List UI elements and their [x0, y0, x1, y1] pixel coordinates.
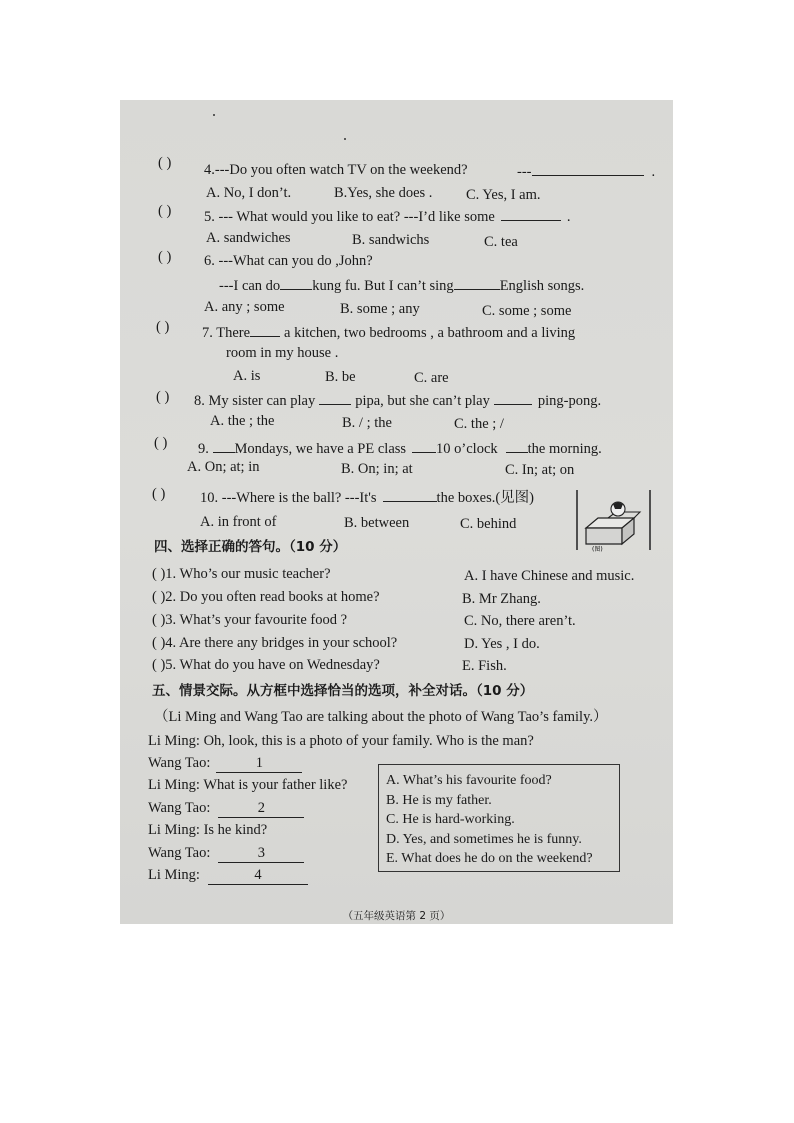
- q7-option-a: A. is: [233, 368, 261, 384]
- q8-option-a: A. the ; the: [210, 413, 275, 429]
- q8-part-c: ping-pong.: [537, 393, 602, 409]
- s4-question-3: ( )3. What’s your favourite food ?: [152, 612, 348, 628]
- dialogue-line-3: Li Ming: Is he kind?: [148, 822, 268, 838]
- q6-paren: ( ): [158, 249, 172, 265]
- q6-part-b: kung fu. But I can’t sing: [312, 278, 454, 294]
- q6-option-a: A. any ; some: [204, 299, 285, 315]
- q8-part-a: 8. My sister can play: [194, 393, 316, 409]
- q6-part-a: ---I can do: [219, 278, 281, 294]
- q6-part-c: English songs.: [499, 278, 585, 294]
- dialogue-wang-tao-3: [148, 844, 304, 863]
- q8-option-b: B. / ; the: [342, 415, 392, 431]
- s4-question-5: ( )5. What do you have on Wednesday?: [152, 657, 380, 673]
- speck: [213, 114, 215, 116]
- dialogue-line-4: [148, 866, 308, 885]
- s4-question-4: ( )4. Are there any bridges in your school?: [152, 635, 398, 651]
- dialogue-line-2: Li Ming: What is your father like?: [148, 777, 348, 793]
- q10-option-a: A. in front of: [200, 514, 277, 530]
- q6-line2: [219, 275, 584, 295]
- q10-paren: ( ): [152, 486, 166, 502]
- q7-line1: [202, 322, 575, 342]
- q9-option-c: C. In; at; on: [505, 462, 575, 478]
- s4-answer-e: E. Fish.: [462, 658, 507, 674]
- q4-option-a: A. No, I don’t.: [206, 185, 292, 201]
- s4-question-1: ( )1. Who’s our music teacher?: [152, 566, 331, 582]
- q8-blank-1: [319, 390, 351, 405]
- speck: [344, 138, 346, 140]
- dialogue-wang-tao-2: [148, 799, 304, 818]
- answer-blank-1: 1: [216, 754, 302, 773]
- q9-line: [198, 438, 602, 458]
- speaker-label: Li Ming:: [148, 867, 200, 883]
- q7-part-a: 7. There: [202, 325, 251, 341]
- box-and-ball-figure: [574, 488, 654, 554]
- q10-blank: [383, 487, 437, 502]
- q8-option-c: C. the ; /: [454, 416, 504, 432]
- q7-paren: ( ): [156, 319, 170, 335]
- answer-blank-4: 4: [208, 866, 308, 885]
- q10-part-a: 10. ---Where is the ball? ---It's: [200, 490, 377, 506]
- answer-blank-2: 2: [218, 799, 304, 818]
- q8-part-b: pipa, but she can’t play: [355, 393, 490, 409]
- options-box: [378, 764, 620, 872]
- q9-blank-1: [213, 438, 235, 453]
- section-4-heading: 四、选择正确的答句。（10 分）: [154, 539, 347, 555]
- q4-answer-line: [517, 161, 655, 181]
- q4-dash: ---: [517, 164, 532, 180]
- page-footer: （五年级英语第 2 页）: [342, 910, 451, 922]
- answer-blank-3: 3: [218, 844, 304, 863]
- q4-blank: [532, 161, 644, 176]
- q8-line: [194, 390, 601, 410]
- s4-answer-b: B. Mr Zhang.: [462, 591, 541, 607]
- q6-blank-2: [454, 275, 500, 290]
- q9-part-a: 9.: [198, 441, 213, 457]
- q5-option-c: C. tea: [484, 234, 518, 250]
- dialogue-line-1: Li Ming: Oh, look, this is a photo of your family. Who is the man?: [148, 733, 534, 749]
- q7-part-b: a kitchen, two bedrooms , a bathroom and a living: [284, 325, 576, 341]
- speaker-label: Wang Tao:: [148, 800, 211, 816]
- section-5-heading: 五、情景交际。从方框中选择恰当的选项，补全对话。（10 分）: [152, 683, 534, 699]
- box-option-e: E. What does he do on the weekend?: [386, 851, 593, 867]
- q10-line: [200, 487, 534, 507]
- q9-option-a: A. On; at; in: [187, 459, 260, 475]
- q4-period: .: [651, 164, 656, 180]
- s4-answer-a: A. I have Chinese and music.: [464, 568, 635, 584]
- q9-part-c: 10 o’clock: [436, 441, 498, 457]
- s4-answer-c: C. No, there aren’t.: [464, 613, 576, 629]
- q9-part-b: Mondays, we have a PE class: [234, 441, 407, 457]
- q8-paren: ( ): [156, 389, 170, 405]
- q4-text: 4.---Do you often watch TV on the weekend?: [204, 162, 468, 178]
- q10-option-c: C. behind: [460, 516, 517, 532]
- box-option-a: A. What’s his favourite food?: [386, 773, 552, 788]
- s4-question-2: ( )2. Do you often read books at home?: [152, 589, 380, 605]
- exam-page: [120, 100, 673, 924]
- q5-blank: [501, 206, 561, 221]
- box-option-b: B. He is my father.: [386, 792, 492, 808]
- q6-option-c: C. some ; some: [482, 303, 572, 319]
- box-option-d: D. Yes, and sometimes he is funny.: [386, 831, 582, 847]
- q8-blank-2: [494, 390, 532, 405]
- q7-option-c: C. are: [414, 370, 449, 386]
- q10-part-b: the boxes.(见图): [436, 490, 534, 506]
- q4-option-b: B.Yes, she does .: [334, 185, 433, 201]
- q4-paren: ( ): [158, 155, 172, 171]
- q7-blank: [250, 322, 280, 337]
- q7-option-b: B. be: [325, 369, 356, 385]
- speaker-label: Wang Tao:: [148, 755, 211, 771]
- dialogue-wang-tao-1: [148, 754, 302, 773]
- q6-blank-1: [280, 275, 312, 290]
- q5-paren: ( ): [158, 203, 172, 219]
- q9-blank-2: [412, 438, 436, 453]
- figure-caption: (图): [592, 546, 603, 553]
- q5-period: .: [566, 209, 571, 225]
- box-option-c: C. He is hard-working.: [386, 812, 515, 828]
- q4-option-c: C. Yes, I am.: [466, 187, 541, 203]
- speaker-label: Wang Tao:: [148, 845, 211, 861]
- q5-option-a: A. sandwiches: [206, 230, 291, 246]
- q9-option-b: B. On; in; at: [341, 461, 413, 477]
- q7-line2: room in my house .: [226, 345, 339, 361]
- q10-option-b: B. between: [344, 515, 410, 531]
- q6-option-b: B. some ; any: [340, 301, 420, 317]
- q6-text: 6. ---What can you do ,John?: [204, 253, 373, 269]
- q9-part-d: the morning.: [527, 441, 602, 457]
- q5-option-b: B. sandwichs: [352, 232, 430, 248]
- q9-paren: ( ): [154, 435, 168, 451]
- q9-blank-3: [506, 438, 528, 453]
- q5-line: [204, 206, 570, 226]
- q5-text: 5. --- What would you like to eat? ---I’d like some: [204, 209, 495, 225]
- s4-answer-d: D. Yes , I do.: [464, 636, 540, 652]
- dialogue-intro: （Li Ming and Wang Tao are talking about the photo of Wang Tao’s family.）: [154, 709, 608, 725]
